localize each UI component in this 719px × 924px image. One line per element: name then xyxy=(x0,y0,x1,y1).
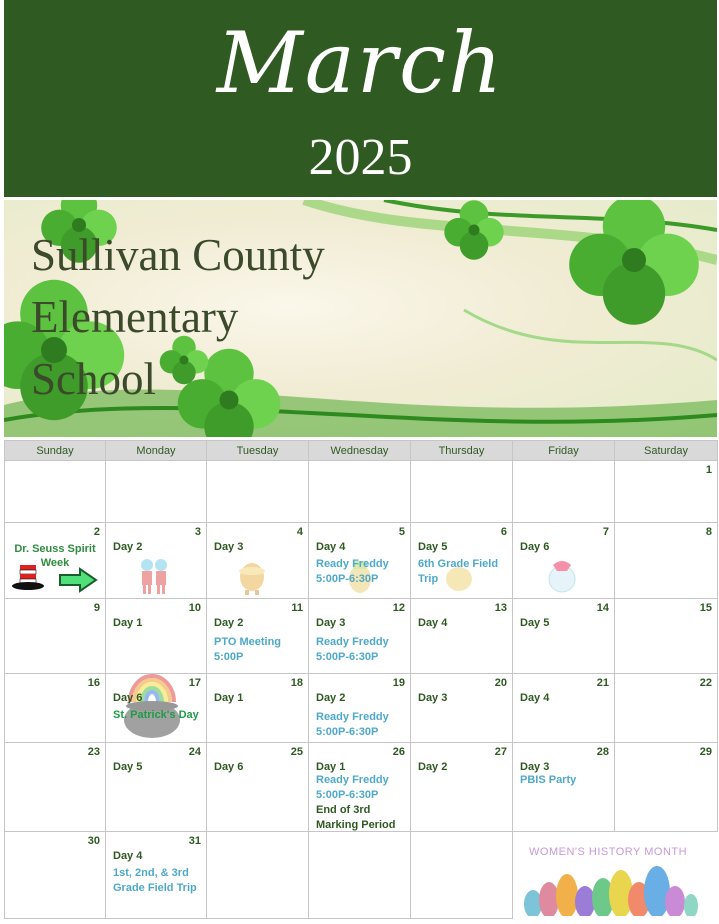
rotation-day: Day 2 xyxy=(418,761,448,773)
rotation-day: Day 2 xyxy=(214,617,244,629)
date-number: 18 xyxy=(290,677,303,689)
day-cell xyxy=(615,523,718,599)
day-cell-empty xyxy=(5,461,106,523)
rotation-day: Day 2 xyxy=(113,541,143,553)
date-number: 7 xyxy=(602,526,609,538)
day-cell xyxy=(207,599,309,674)
rotation-day: Day 3 xyxy=(418,692,448,704)
date-number: 6 xyxy=(500,526,507,538)
date-number: 31 xyxy=(188,835,201,847)
rotation-day: Day 5 xyxy=(520,617,550,629)
day-cell xyxy=(207,674,309,743)
weekday-label: Tuesday xyxy=(207,441,309,461)
date-number: 23 xyxy=(87,746,100,758)
event-ready-freddy: Ready Freddy 5:00P-6:30P xyxy=(316,711,389,738)
rotation-day: Day 6 xyxy=(113,692,143,704)
day-cell xyxy=(309,523,411,599)
event-ready-freddy: Ready Freddy 5:00P-6:30P xyxy=(316,774,389,801)
rotation-day: Day 6 xyxy=(214,761,244,773)
day-cell-empty xyxy=(207,461,309,523)
calendar-grid xyxy=(4,440,718,919)
rotation-day: Day 4 xyxy=(113,850,143,862)
day-cell-empty xyxy=(513,461,615,523)
week-row xyxy=(5,599,718,674)
event-ready-freddy: Ready Freddy 5:00P-6:30P xyxy=(316,636,389,663)
weekday-label: Wednesday xyxy=(309,441,411,461)
week-row xyxy=(5,523,718,599)
event-pbis-party: PBIS Party xyxy=(520,774,577,786)
day-cell xyxy=(309,599,411,674)
rotation-day: Day 5 xyxy=(418,541,448,553)
day-cell xyxy=(309,743,411,832)
week-row xyxy=(5,461,718,523)
date-number: 25 xyxy=(290,746,303,758)
day-cell-empty xyxy=(411,461,513,523)
day-cell-empty xyxy=(411,832,513,919)
rotation-day: Day 1 xyxy=(214,692,244,704)
day-cell-empty xyxy=(106,461,207,523)
event-seuss-week: Dr. Seuss Spirit Week xyxy=(14,543,96,569)
date-number: 10 xyxy=(188,602,201,614)
date-number: 2 xyxy=(93,526,100,538)
date-number: 28 xyxy=(596,746,609,758)
day-cell-empty xyxy=(309,832,411,919)
womens-history-cell xyxy=(513,832,718,919)
rotation-day: Day 1 xyxy=(113,617,143,629)
day-cell xyxy=(615,674,718,743)
school-name xyxy=(31,224,325,410)
event-end-of-marking-period: End of 3rd Marking Period xyxy=(316,804,396,831)
day-cell xyxy=(615,461,718,523)
school-name-line: Elementary xyxy=(31,292,239,342)
school-banner xyxy=(4,200,717,437)
day-cell xyxy=(615,599,718,674)
event-pto-meeting: PTO Meeting 5:00P xyxy=(214,636,282,663)
weekday-label: Thursday xyxy=(411,441,513,461)
date-number: 4 xyxy=(296,526,303,538)
day-cell-empty xyxy=(309,461,411,523)
date-number: 30 xyxy=(87,835,100,847)
rotation-day: Day 3 xyxy=(520,761,550,773)
day-cell xyxy=(309,674,411,743)
weekday-label: Sunday xyxy=(5,441,106,461)
rotation-day: Day 5 xyxy=(113,761,143,773)
week-row xyxy=(5,832,718,919)
thing-one-two-icon xyxy=(136,557,172,595)
day-cell xyxy=(411,743,513,832)
date-number: 14 xyxy=(596,602,609,614)
day-cell xyxy=(207,743,309,832)
rotation-day: Day 3 xyxy=(214,541,244,553)
cat-in-hat-icon xyxy=(11,563,45,593)
event-field-trip xyxy=(418,557,506,587)
fish-bowl-icon xyxy=(543,557,581,593)
date-number: 21 xyxy=(596,677,609,689)
date-number: 19 xyxy=(392,677,405,689)
year-title: 2025 xyxy=(308,129,413,186)
day-cell xyxy=(5,599,106,674)
day-cell xyxy=(411,674,513,743)
rotation-day: Day 2 xyxy=(316,692,346,704)
day-cell xyxy=(513,599,615,674)
date-number: 8 xyxy=(705,526,712,538)
day-cell xyxy=(513,743,615,832)
womens-silhouettes-icon xyxy=(519,866,699,916)
date-number: 29 xyxy=(699,746,712,758)
day-cell xyxy=(411,599,513,674)
date-number: 9 xyxy=(93,602,100,614)
rotation-day: Day 6 xyxy=(520,541,550,553)
weekday-label: Friday xyxy=(513,441,615,461)
rotation-day: Day 4 xyxy=(418,617,448,629)
rotation-day: Day 1 xyxy=(316,761,346,773)
date-number: 26 xyxy=(392,746,405,758)
arrow-right-icon xyxy=(58,567,98,593)
event-ready-freddy: Ready Freddy 5:00P-6:30P xyxy=(316,558,389,585)
day-cell xyxy=(513,674,615,743)
date-number: 13 xyxy=(494,602,507,614)
rotation-day: Day 4 xyxy=(316,541,346,553)
date-number: 1 xyxy=(705,464,712,476)
day-cell xyxy=(207,523,309,599)
weekday-label: Monday xyxy=(106,441,207,461)
date-number: 11 xyxy=(291,602,303,614)
day-cell xyxy=(615,743,718,832)
event-st-patricks-day: St. Patrick's Day xyxy=(113,709,199,721)
event-grade-field-trip: 1st, 2nd, & 3rd Grade Field Trip xyxy=(113,867,197,894)
school-name-line: Sullivan County xyxy=(31,230,325,280)
day-cell xyxy=(106,743,207,832)
week-row xyxy=(5,674,718,743)
date-number: 3 xyxy=(194,526,201,538)
event-field-trip-text: 6th Grade Field Trip xyxy=(418,558,499,585)
school-name-line: School xyxy=(31,354,157,404)
date-number: 12 xyxy=(392,602,405,614)
day-cell xyxy=(513,523,615,599)
week-row xyxy=(5,743,718,832)
day-cell-empty xyxy=(207,832,309,919)
date-number: 24 xyxy=(188,746,201,758)
day-cell xyxy=(106,523,207,599)
calendar-header xyxy=(4,0,717,197)
weekday-label: Saturday xyxy=(615,441,718,461)
day-cell xyxy=(5,743,106,832)
day-cell xyxy=(5,674,106,743)
date-number: 17 xyxy=(188,677,201,689)
date-number: 16 xyxy=(87,677,100,689)
rotation-day: Day 4 xyxy=(520,692,550,704)
day-cell xyxy=(5,523,106,599)
day-cell xyxy=(5,832,106,919)
lorax-icon xyxy=(233,553,271,595)
womens-history-label: WOMEN'S HISTORY MONTH xyxy=(529,846,688,858)
date-number: 15 xyxy=(699,602,712,614)
day-cell xyxy=(106,674,207,743)
date-number: 5 xyxy=(398,526,405,538)
date-number: 20 xyxy=(494,677,507,689)
weekday-header-row xyxy=(5,441,718,461)
rotation-day: Day 3 xyxy=(316,617,346,629)
day-cell xyxy=(411,523,513,599)
date-number: 27 xyxy=(494,746,507,758)
date-number: 22 xyxy=(699,677,712,689)
day-cell xyxy=(106,832,207,919)
month-title: March xyxy=(216,14,505,112)
